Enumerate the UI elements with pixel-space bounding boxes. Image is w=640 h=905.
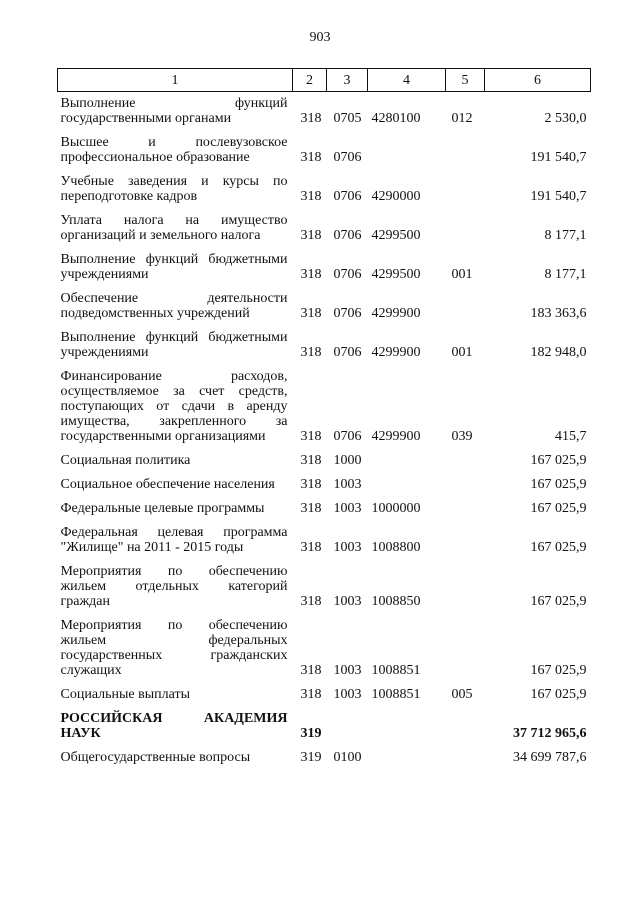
row-section-code: 0705 [333,111,362,126]
row-amount: 167 025,9 [530,501,587,516]
row-ministry-code: 318 [300,453,322,468]
row-ministry-code: 319 [300,726,322,741]
row-name: Социальная политика [60,453,191,468]
row-name: Высшее и послевузовское профессиональное образование [60,135,288,165]
table-row [58,518,591,557]
row-section-code: 1003 [333,687,362,702]
row-section-code: 1003 [333,477,362,492]
row-expense-code: 001 [451,345,473,360]
row-section-code: 1000 [333,453,362,468]
row-ministry-code: 318 [300,228,322,243]
row-section-code: 0100 [333,750,362,765]
row-ministry-code: 318 [300,150,322,165]
row-ministry-code: 318 [300,594,322,609]
row-target-code: 1008851 [371,663,421,678]
row-name: Обеспечение деятельности подведомственных учреждений [60,291,288,321]
row-target-code [368,704,446,743]
row-section-code: 1003 [333,594,362,609]
row-target-code: 4299900 [371,345,421,360]
row-expense-code [446,743,485,767]
row-target-code: 4299500 [371,267,421,282]
row-name: Выполнение функций государственными органами [60,96,288,126]
row-amount: 415,7 [555,429,587,444]
row-target-code [368,446,446,470]
table-row [58,470,591,494]
header-col-1: 1 [58,69,293,92]
row-target-code: 4280100 [371,111,421,126]
table-row [58,167,591,206]
row-ministry-code: 318 [300,687,322,702]
row-section-code: 0706 [333,189,362,204]
row-target-code: 1000000 [371,501,421,516]
row-expense-code [446,704,485,743]
row-target-code: 4299900 [371,429,421,444]
row-name: Уплата налога на имущество организаций и земельного налога [60,213,288,243]
table-row [58,323,591,362]
row-expense-code: 001 [451,267,473,282]
header-row [58,69,591,92]
header-col-3: 3 [327,69,368,92]
row-name: Мероприятия по обеспечению жильем отдельных категорий граждан [60,564,288,609]
row-section-code: 1003 [333,501,362,516]
table-row [58,557,591,611]
row-target-code [368,128,446,167]
row-ministry-code: 318 [300,477,322,492]
table-body [58,92,591,768]
row-name: Социальные выплаты [60,687,191,702]
header-col-4: 4 [368,69,446,92]
row-expense-code [446,284,485,323]
row-expense-code [446,167,485,206]
row-ministry-code: 318 [300,429,322,444]
row-name: РОССИЙСКАЯ АКАДЕМИЯ НАУК [60,711,288,741]
row-section-code: 1003 [333,663,362,678]
row-amount: 167 025,9 [530,477,587,492]
table-row [58,611,591,680]
row-expense-code [446,611,485,680]
row-ministry-code: 318 [300,189,322,204]
row-section-code: 0706 [333,267,362,282]
row-name: Выполнение функций бюджетными учреждениями [60,252,288,282]
row-amount: 167 025,9 [530,594,587,609]
row-ministry-code: 318 [300,306,322,321]
table-row [58,743,591,767]
row-amount: 34 699 787,6 [513,750,587,765]
row-ministry-code: 318 [300,663,322,678]
row-amount: 8 177,1 [544,228,587,243]
table-row [58,446,591,470]
header-col-6: 6 [485,69,591,92]
row-expense-code [446,470,485,494]
table-row [58,494,591,518]
row-ministry-code: 318 [300,345,322,360]
row-section-code: 0706 [333,306,362,321]
row-amount: 37 712 965,6 [513,726,587,741]
row-expense-code [446,494,485,518]
row-amount: 191 540,7 [530,150,587,165]
row-section-code: 0706 [333,228,362,243]
row-target-code: 4290000 [371,189,421,204]
page-number: 903 [309,30,331,45]
row-expense-code [446,446,485,470]
row-expense-code [446,128,485,167]
row-section-code: 0706 [333,345,362,360]
row-expense-code: 039 [451,429,473,444]
row-name: Федеральная целевая программа "Жилище" на 2011 - 2015 годы [60,525,288,555]
table-row [58,284,591,323]
row-name: Учебные заведения и курсы по переподготовке кадров [60,174,288,204]
row-ministry-code: 318 [300,540,322,555]
table-row [58,704,591,743]
row-section-code [327,704,368,743]
row-expense-code [446,557,485,611]
budget-table [57,68,591,767]
table-row [58,206,591,245]
row-amount: 167 025,9 [530,663,587,678]
row-amount: 191 540,7 [530,189,587,204]
row-target-code [368,743,446,767]
row-amount: 167 025,9 [530,453,587,468]
row-section-code: 1003 [333,540,362,555]
row-amount: 8 177,1 [544,267,587,282]
row-target-code: 1008851 [371,687,421,702]
row-amount: 182 948,0 [530,345,587,360]
row-target-code: 1008800 [371,540,421,555]
row-section-code: 0706 [333,429,362,444]
row-name: Мероприятия по обеспечению жильем федеральных государственных гражданских служащих [60,618,288,678]
row-ministry-code: 318 [300,501,322,516]
row-name: Социальное обеспечение населения [60,477,275,492]
row-expense-code: 012 [451,111,473,126]
table-row [58,680,591,704]
header-col-5: 5 [446,69,485,92]
table-row [58,128,591,167]
table-row [58,362,591,446]
row-amount: 167 025,9 [530,687,587,702]
row-target-code: 1008850 [371,594,421,609]
row-target-code: 4299900 [371,306,421,321]
row-ministry-code: 318 [300,267,322,282]
row-amount: 167 025,9 [530,540,587,555]
row-section-code: 0706 [333,150,362,165]
row-target-code: 4299500 [371,228,421,243]
row-ministry-code: 318 [300,111,322,126]
row-name: Выполнение функций бюджетными учреждениями [60,330,288,360]
row-amount: 2 530,0 [544,111,587,126]
row-expense-code: 005 [451,687,473,702]
row-amount: 183 363,6 [530,306,587,321]
row-ministry-code: 319 [300,750,322,765]
row-expense-code [446,206,485,245]
row-name: Финансирование расходов, осуществляемое за счет средств, поступающих от сдачи в аренду имущества, закрепленного за государственными организациями [60,369,288,444]
table-row [58,245,591,284]
header-col-2: 2 [293,69,327,92]
row-name: Федеральные целевые программы [60,501,265,516]
row-expense-code [446,518,485,557]
row-target-code [368,470,446,494]
row-name: Общегосударственные вопросы [60,750,251,765]
table-row [58,92,591,129]
